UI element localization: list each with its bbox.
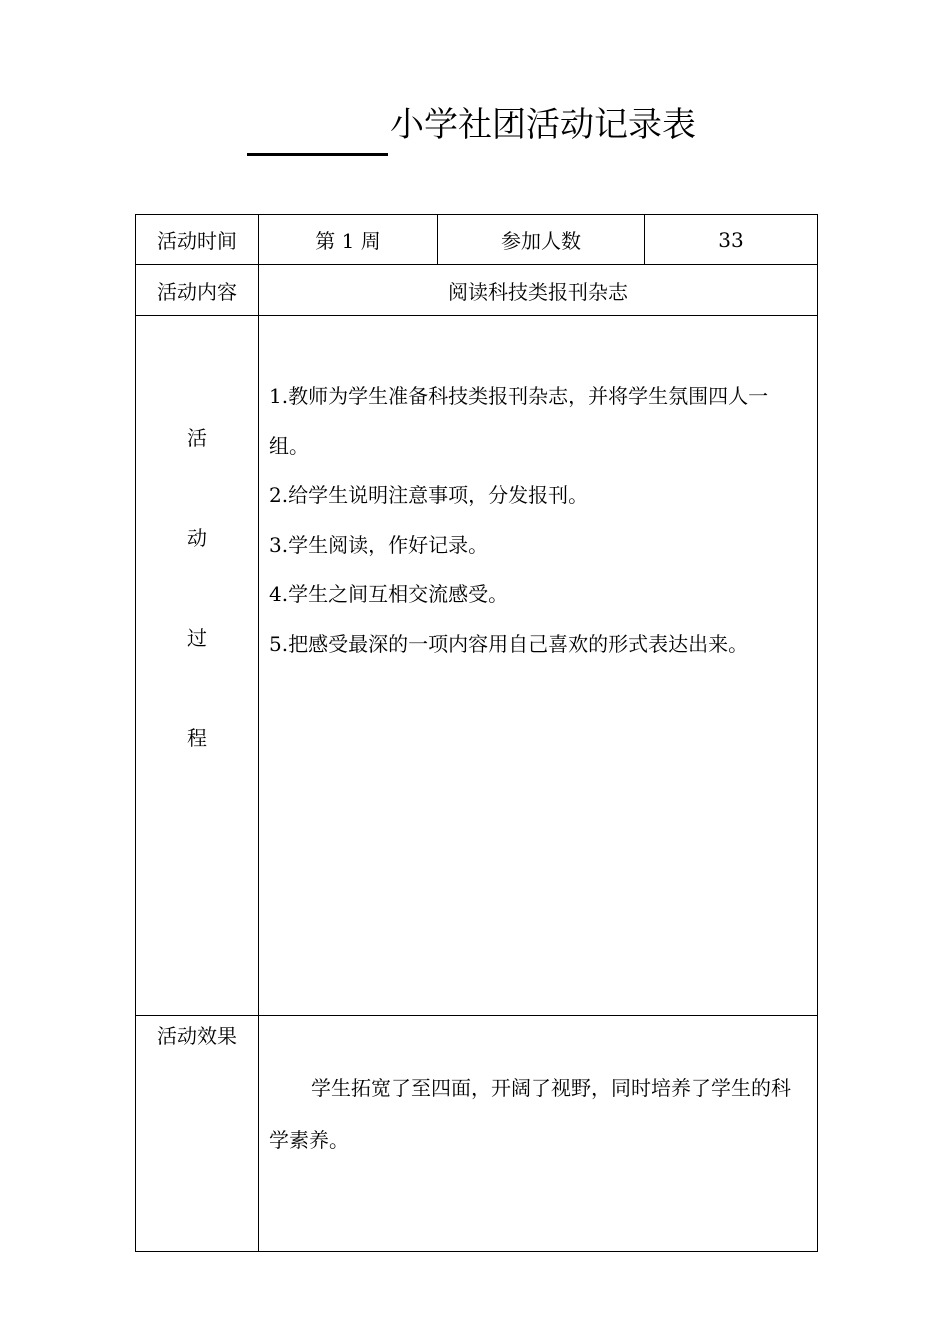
process-step: 1.教师为学生准备科技类报刊杂志，并将学生氛围四人一组。 — [269, 384, 769, 458]
title-blank-underline — [247, 153, 388, 156]
process-step: 4.学生之间互相交流感受。 — [269, 582, 509, 606]
page-title: 小学社团活动记录表 — [390, 105, 696, 145]
effect-label: 活动效果 — [136, 1016, 259, 1252]
process-step: 3.学生阅读，作好记录。 — [269, 532, 489, 557]
process-label-char: 过 — [187, 626, 207, 650]
time-label: 活动时间 — [136, 215, 259, 265]
count-label: 参加人数 — [438, 215, 645, 265]
time-value: 第 1 周 — [259, 215, 438, 265]
count-value: 33 — [645, 215, 818, 265]
effect-body — [259, 1016, 818, 1252]
process-step: 2.给学生说明注意事项，分发报刊。 — [269, 483, 589, 507]
process-label-char: 程 — [187, 726, 207, 750]
content-value: 阅读科技类报刊杂志 — [259, 265, 818, 316]
table-row-process — [136, 316, 818, 1016]
table-row-effect — [136, 1016, 818, 1252]
process-label-char: 动 — [187, 526, 207, 550]
process-label-char: 活 — [187, 426, 207, 450]
table-row-time — [136, 215, 818, 265]
table-row-content — [136, 265, 818, 316]
process-label — [136, 316, 259, 1016]
effect-text: 学生拓宽了至四面，开阔了视野，同时培养了学生的科学素养。 — [269, 1076, 791, 1152]
process-steps — [259, 316, 818, 1016]
activity-record-table — [135, 214, 818, 1252]
process-step: 5.把感受最深的一项内容用自己喜欢的形式表达出来。 — [269, 631, 749, 656]
content-label: 活动内容 — [136, 265, 259, 316]
